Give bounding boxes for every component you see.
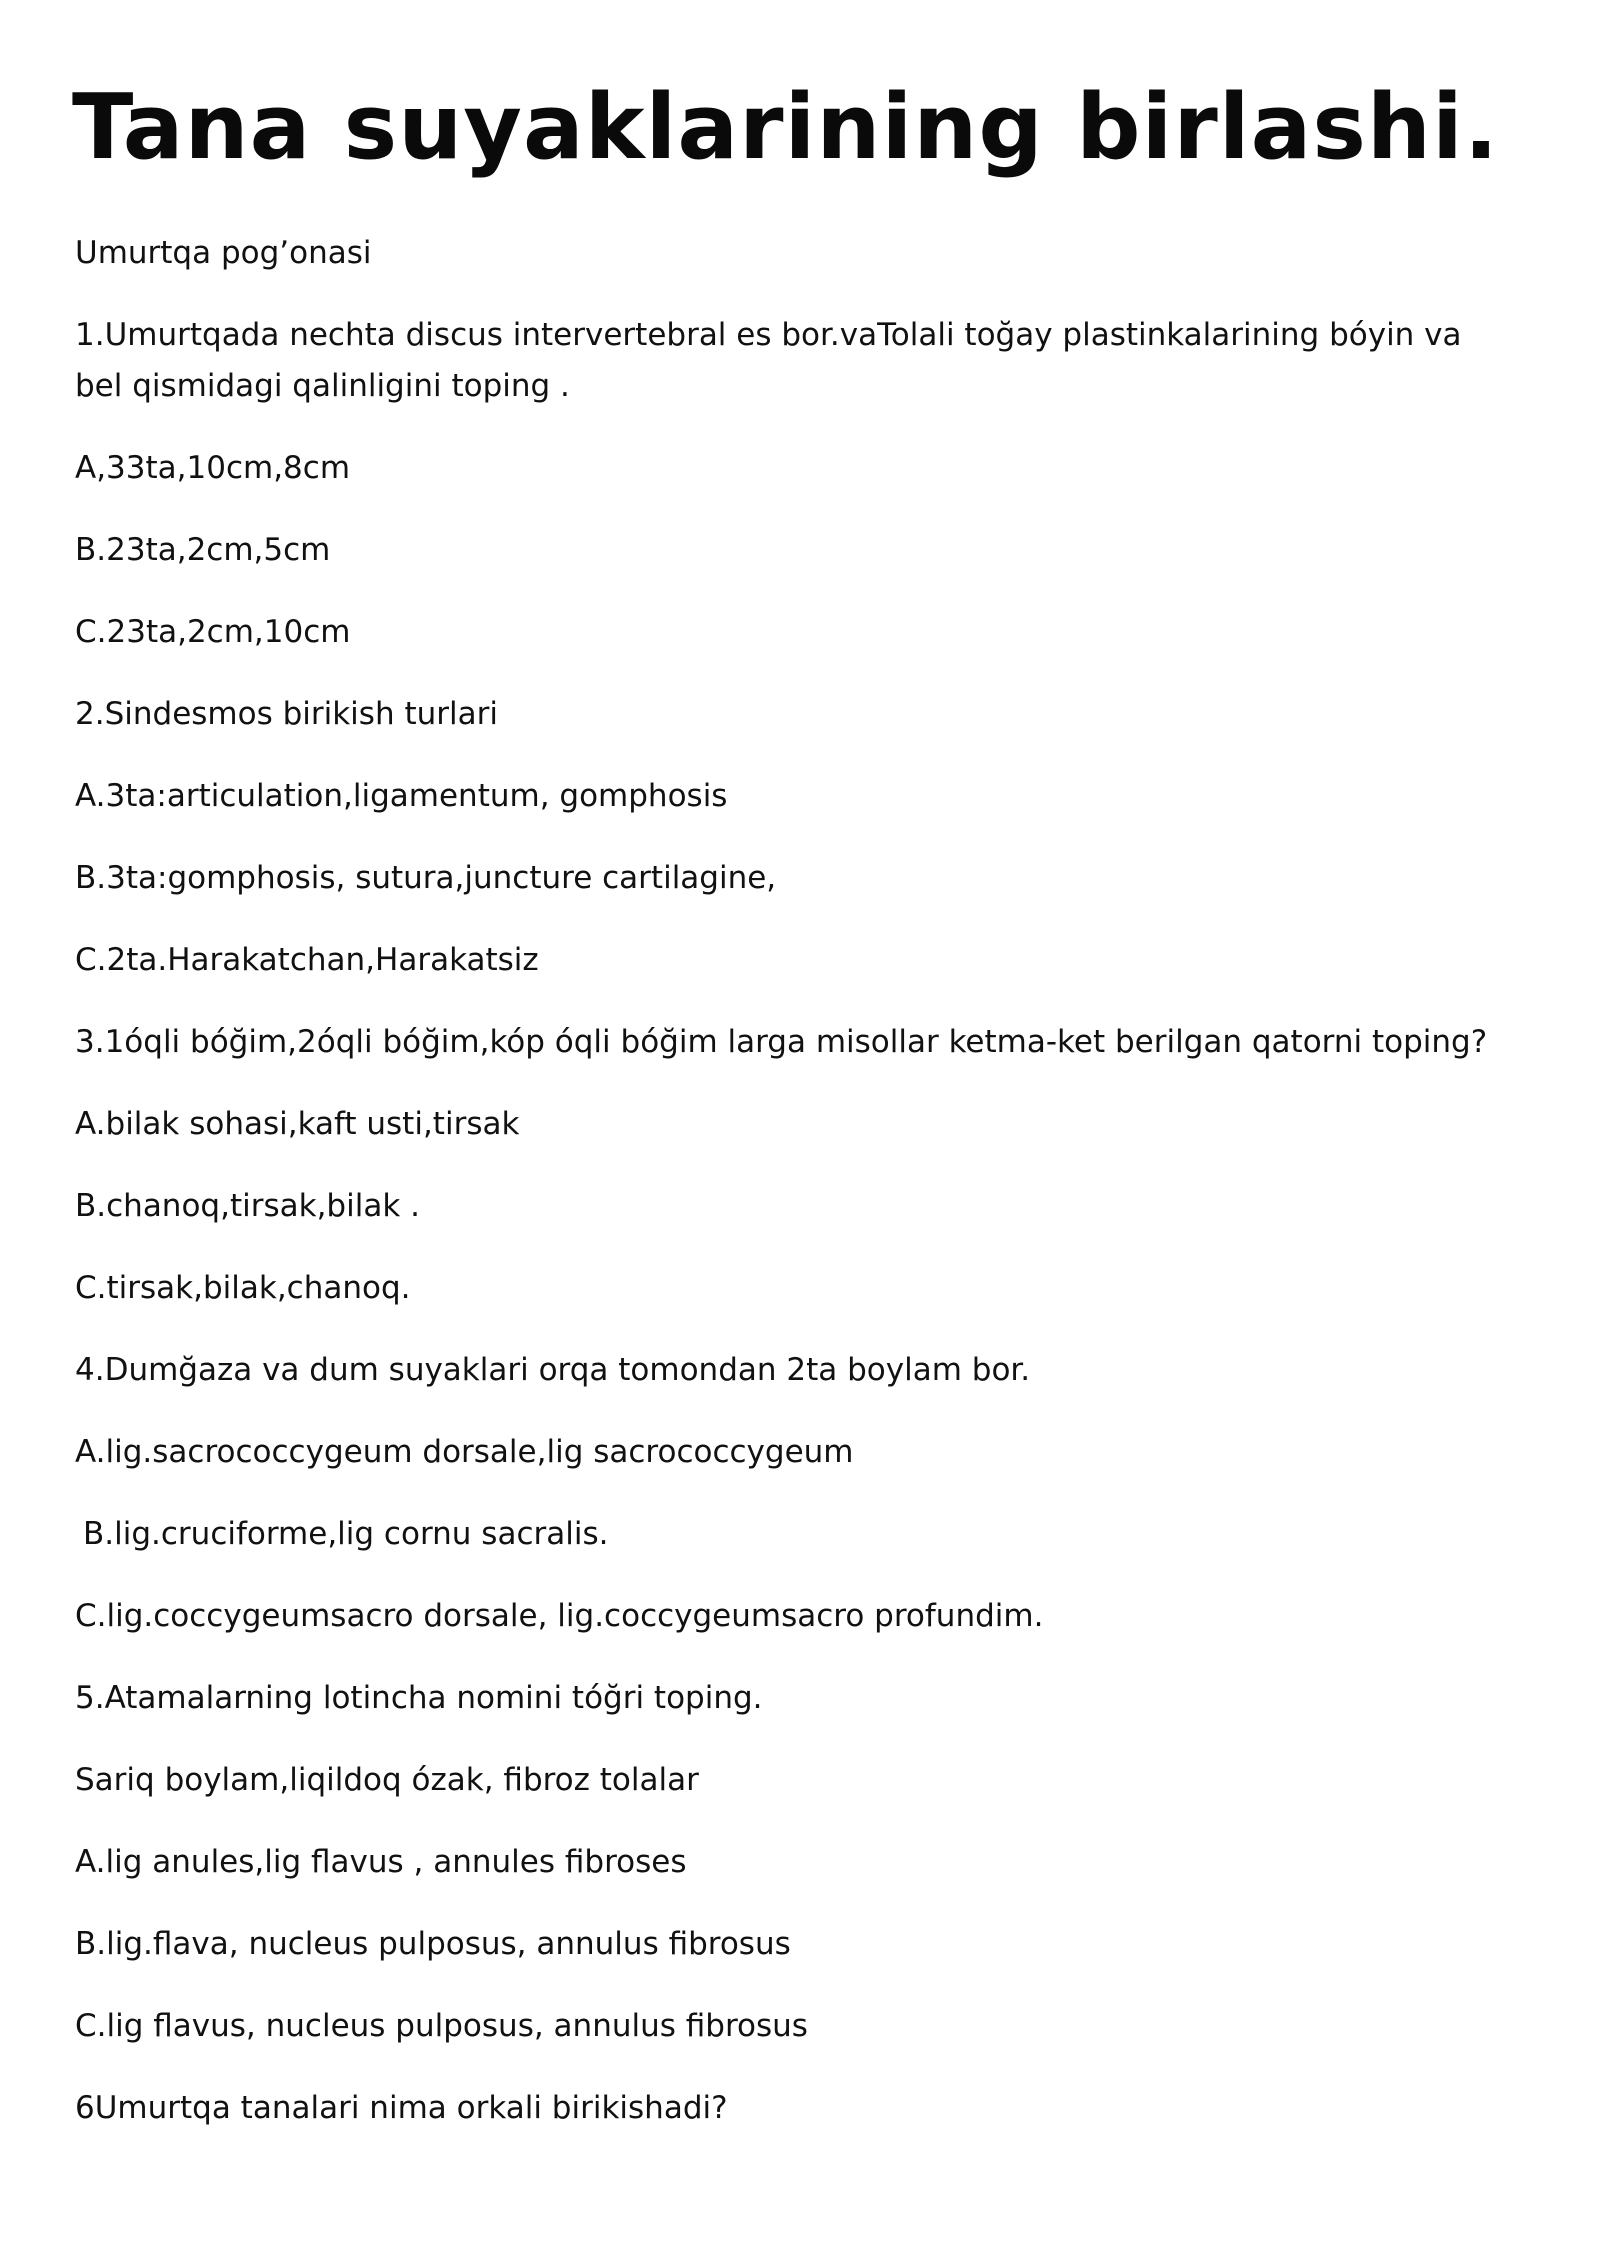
- question-2: 2.Sindesmos birikish turlari: [75, 696, 498, 732]
- question-2-option-b: B.3ta:gomphosis, sutura,juncture cartilagine,: [75, 860, 777, 896]
- question-2-option-c: C.2ta.Harakatchan,Harakatsiz: [75, 942, 539, 978]
- question-5-terms: Sariq boylam,liqildoq ózak, fibroz tolalar: [75, 1762, 699, 1798]
- question-5-option-b: B.lig.flava, nucleus pulposus, annulus fibrosus: [75, 1926, 791, 1962]
- page-title: Tana suyaklarining birlashi.: [72, 75, 1500, 180]
- question-5-option-c: C.lig flavus, nucleus pulposus, annulus fibrosus: [75, 2008, 808, 2044]
- question-3-option-a: A.bilak sohasi,kaft usti,tirsak: [75, 1106, 520, 1142]
- question-5-option-a: A.lig anules,lig flavus , annules fibroses: [75, 1844, 687, 1880]
- question-4-option-c: C.lig.coccygeumsacro dorsale, lig.coccygeumsacro profundim.: [75, 1598, 1044, 1634]
- question-6: 6Umurtqa tanalari nima orkali birikishadi?: [75, 2090, 728, 2126]
- question-4-option-a: A.lig.sacrococcygeum dorsale,lig sacrococcygeum: [75, 1434, 854, 1470]
- question-3-option-c: C.tirsak,bilak,chanoq.: [75, 1270, 411, 1306]
- question-3-option-b: B.chanoq,tirsak,bilak .: [75, 1188, 420, 1224]
- question-1-option-c: C.23ta,2cm,10cm: [75, 614, 351, 650]
- question-4-option-b: B.lig.cruciforme,lig cornu sacralis.: [83, 1516, 609, 1552]
- document-body: [75, 228, 1515, 2165]
- question-1-option-b: B.23ta,2cm,5cm: [75, 532, 331, 568]
- question-3: 3.1óqli bóğim,2óqli bóğim,kóp óqli bóğim larga misollar ketma-ket berilgan qatorni toping?: [75, 1024, 1488, 1060]
- question-5: 5.Atamalarning lotincha nomini tóğri toping.: [75, 1680, 763, 1716]
- question-1-option-a: A,33ta,10cm,8cm: [75, 450, 351, 486]
- question-1: 1.Umurtqada nechta discus intervertebral es bor.vaTolali toğay plastinkalarining bóyin va bel qismidagi qalinligini toping .: [75, 317, 1462, 404]
- question-4: 4.Dumğaza va dum suyaklari orqa tomondan 2ta boylam bor.: [75, 1352, 1031, 1388]
- section-heading: Umurtqa pog’onasi: [75, 235, 372, 271]
- question-2-option-a: A.3ta:articulation,ligamentum, gomphosis: [75, 778, 728, 814]
